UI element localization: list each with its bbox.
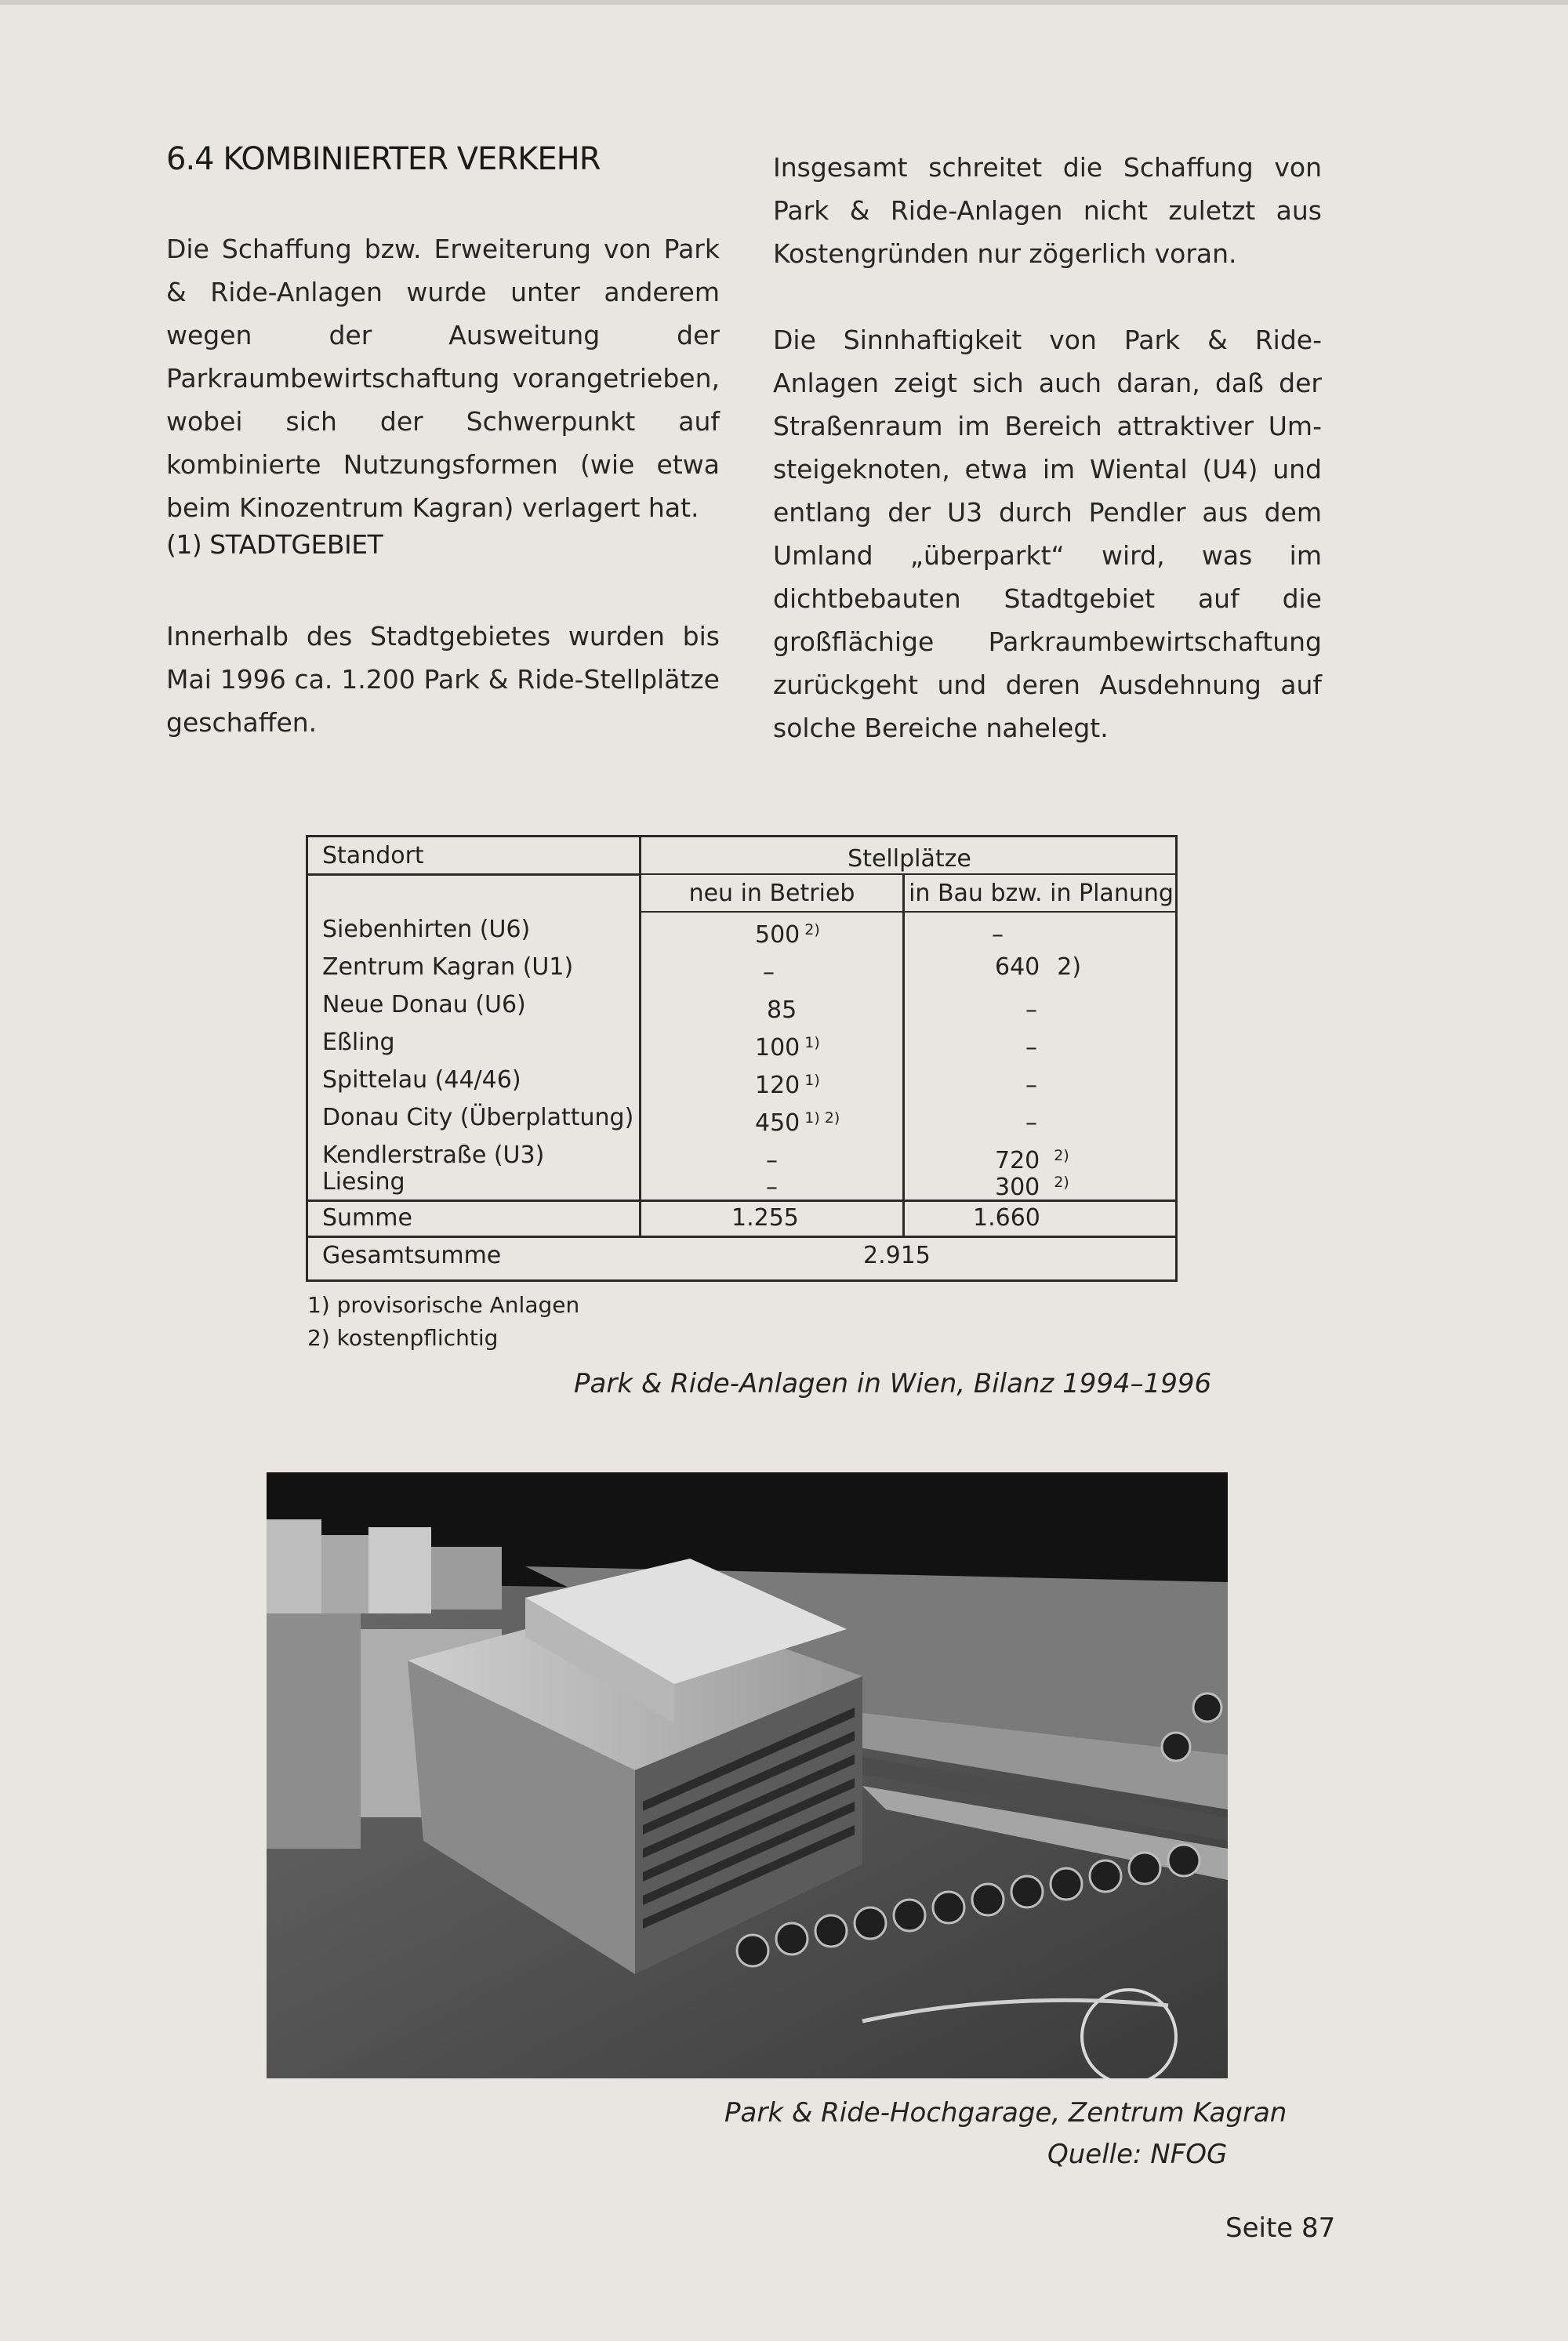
row-standort: Eßling	[322, 1029, 395, 1056]
row-bau: –	[1025, 996, 1037, 1024]
right-paragraph-2: Die Sinnhaftigkeit von Park & Ride-Anlagen zeigt sich auch daran, daß der Straßenraum im Bereich attraktiver Um-steigeknoten, etwa im Wiental (U4) und entlang der U3 durch Pendler aus dem Umland „überparkt“ wird, was im dichtbebauten Stadtgebiet auf die großflächige Parkraumbewirtschaftung zurückgeht und deren Ausdehnung auf solche Bereiche nahelegt.	[773, 325, 1322, 743]
row-standort: Liesing	[322, 1168, 405, 1196]
summe-neu: 1.255	[731, 1204, 799, 1232]
photo-hochgarage-model	[267, 1472, 1228, 2078]
row-bau: –	[1025, 1034, 1037, 1062]
summe-label: Summe	[322, 1204, 412, 1232]
summe-bau: 1.660	[973, 1204, 1040, 1232]
subheading-stadtgebiet: (1) STADTGEBIET	[166, 529, 383, 560]
row-standort: Kendlerstraße (U3)	[322, 1141, 545, 1169]
gesamtsumme-label: Gesamtsumme	[322, 1242, 502, 1269]
park-ride-table	[306, 835, 1178, 1282]
row-neu: 85	[767, 996, 797, 1024]
page-number: Seite 87	[1225, 2212, 1336, 2244]
row-standort: Zentrum Kagran (U1)	[322, 953, 574, 981]
table-caption: Park & Ride-Anlagen in Wien, Bilanz 1994–1996	[574, 1368, 1212, 1399]
header-neu-in-betrieb: neu in Betrieb	[688, 880, 855, 907]
header-stellplaetze: Stellplätze	[848, 845, 971, 873]
gesamtsumme-value: 2.915	[863, 1242, 931, 1269]
row-bau: 300 $^{2)}$	[995, 1174, 1069, 1201]
stadtgebiet-paragraph: Innerhalb des Stadtgebietes wurden bis Mai 1996 ca. 1.200 Park & Ride-Stellplätze geschaffen.	[166, 621, 720, 738]
row-bau: –	[1025, 1072, 1037, 1099]
row-neu: –	[763, 959, 775, 986]
row-standort: Spittelau (44/46)	[322, 1066, 521, 1094]
table-divider-col2	[902, 875, 905, 1238]
row-standort: Donau City (Überplattung)	[322, 1104, 634, 1131]
row-neu: 100 $^{1)}$	[755, 1034, 820, 1062]
page-top-edge	[0, 0, 1568, 5]
row-neu: –	[766, 1174, 778, 1201]
row-neu: 120 $^{1)}$	[755, 1072, 820, 1099]
row-bau: 640 2)	[995, 953, 1082, 981]
row-bau: 720 $^{2)}$	[995, 1147, 1069, 1174]
row-standort: Siebenhirten (U6)	[322, 916, 531, 943]
row-bau: –	[992, 921, 1004, 949]
row-neu: –	[766, 1147, 778, 1174]
model-photo-drawing	[267, 1472, 1228, 2078]
row-bau: –	[1025, 1109, 1037, 1137]
footnote-provisorisch: 1) provisorische Anlagen	[307, 1292, 580, 1318]
intro-paragraph: Die Schaffung bzw. Erweiterung von Park & Ride-Anlagen wurde unter anderem wegen der Ausweitung der Parkraumbewirtschaftung vorangetrieben, wobei sich der Schwerpunkt auf kombinierte Nutzungsformen (wie etwa beim Kinozentrum Kagran) verlagert hat.	[166, 234, 720, 523]
row-neu: 500 $^{2)}$	[755, 921, 820, 949]
right-paragraph-1: Insgesamt schreitet die Schaffung von Park & Ride-Anlagen nicht zuletzt aus Kostengründen nur zögerlich voran.	[773, 152, 1322, 269]
photo-caption: Park & Ride-Hochgarage, Zentrum Kagran	[724, 2097, 1287, 2129]
photo-source: Quelle: NFOG	[1047, 2139, 1228, 2170]
header-in-bau: in Bau bzw. in Planung	[909, 880, 1174, 907]
header-standort: Standort	[322, 842, 424, 869]
footnote-kostenpflichtig: 2) kostenpflichtig	[307, 1325, 499, 1351]
row-neu: 450 $^{1) 2)}$	[755, 1109, 840, 1137]
section-heading: 6.4 KOMBINIERTER VERKEHR	[166, 141, 601, 177]
row-standort: Neue Donau (U6)	[322, 991, 526, 1018]
